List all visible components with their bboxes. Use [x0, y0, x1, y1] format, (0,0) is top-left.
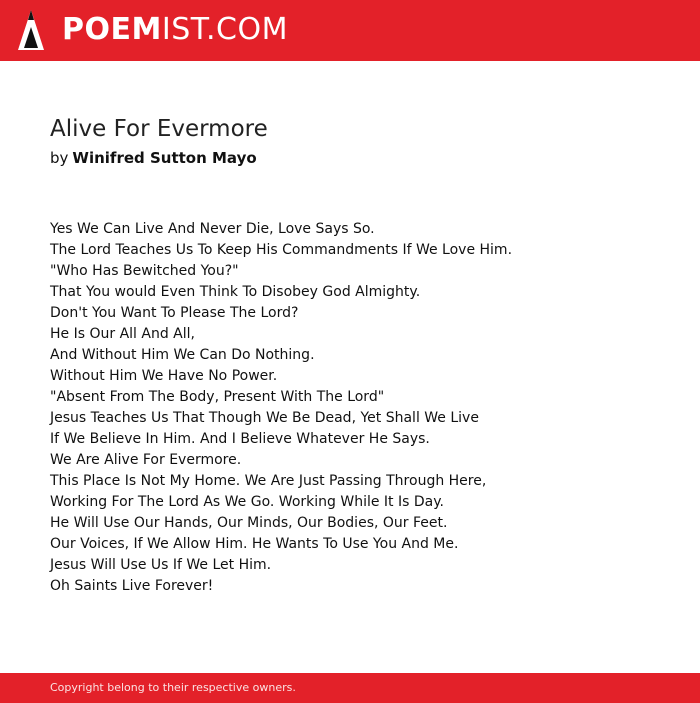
poem-line: He Is Our All And All, [50, 326, 195, 342]
poem-line: Jesus Teaches Us That Though We Be Dead, Yet Shall We Live [50, 410, 479, 426]
poem-line: That You would Even Think To Disobey God Almighty. [50, 284, 421, 300]
poem-line: Jesus Will Use Us If We Let Him. [50, 557, 272, 573]
poem-line: "Who Has Bewitched You?" [50, 263, 239, 279]
site-footer [0, 673, 700, 703]
poem-line: And Without Him We Can Do Nothing. [50, 347, 315, 363]
poem-line: Don't You Want To Please The Lord? [50, 305, 299, 321]
poem-line: Oh Saints Live Forever! [50, 578, 214, 594]
poem-title: Alive For Evermore [50, 116, 268, 142]
poem-line: "Absent From The Body, Present With The Lord" [50, 389, 385, 405]
poem-byline [50, 149, 257, 167]
poem-line: We Are Alive For Evermore. [50, 452, 242, 468]
poem-line: If We Believe In Him. And I Believe Whatever He Says. [50, 431, 430, 447]
poem-line: Yes We Can Live And Never Die, Love Says So. [50, 221, 375, 237]
poem-line: Working For The Lord As We Go. Working While It Is Day. [50, 494, 444, 510]
author-link[interactable]: Winifred Sutton Mayo [72, 149, 257, 167]
pencil-icon[interactable] [18, 10, 44, 50]
poem-line: He Will Use Our Hands, Our Minds, Our Bodies, Our Feet. [50, 515, 448, 531]
poem-body [50, 219, 650, 597]
poem-line: This Place Is Not My Home. We Are Just Passing Through Here, [50, 473, 487, 489]
logo-light-text: IST.COM [161, 12, 288, 47]
site-logo[interactable] [62, 12, 288, 48]
site-header [0, 0, 700, 61]
logo-bold-text: POEM [62, 12, 162, 47]
poem-line: The Lord Teaches Us To Keep His Commandments If We Love Him. [50, 242, 513, 258]
by-label: by [50, 149, 69, 167]
copyright-notice: Copyright belong to their respective owners. [50, 681, 296, 694]
poem-line: Without Him We Have No Power. [50, 368, 278, 384]
poem-line: Our Voices, If We Allow Him. He Wants To Use You And Me. [50, 536, 459, 552]
